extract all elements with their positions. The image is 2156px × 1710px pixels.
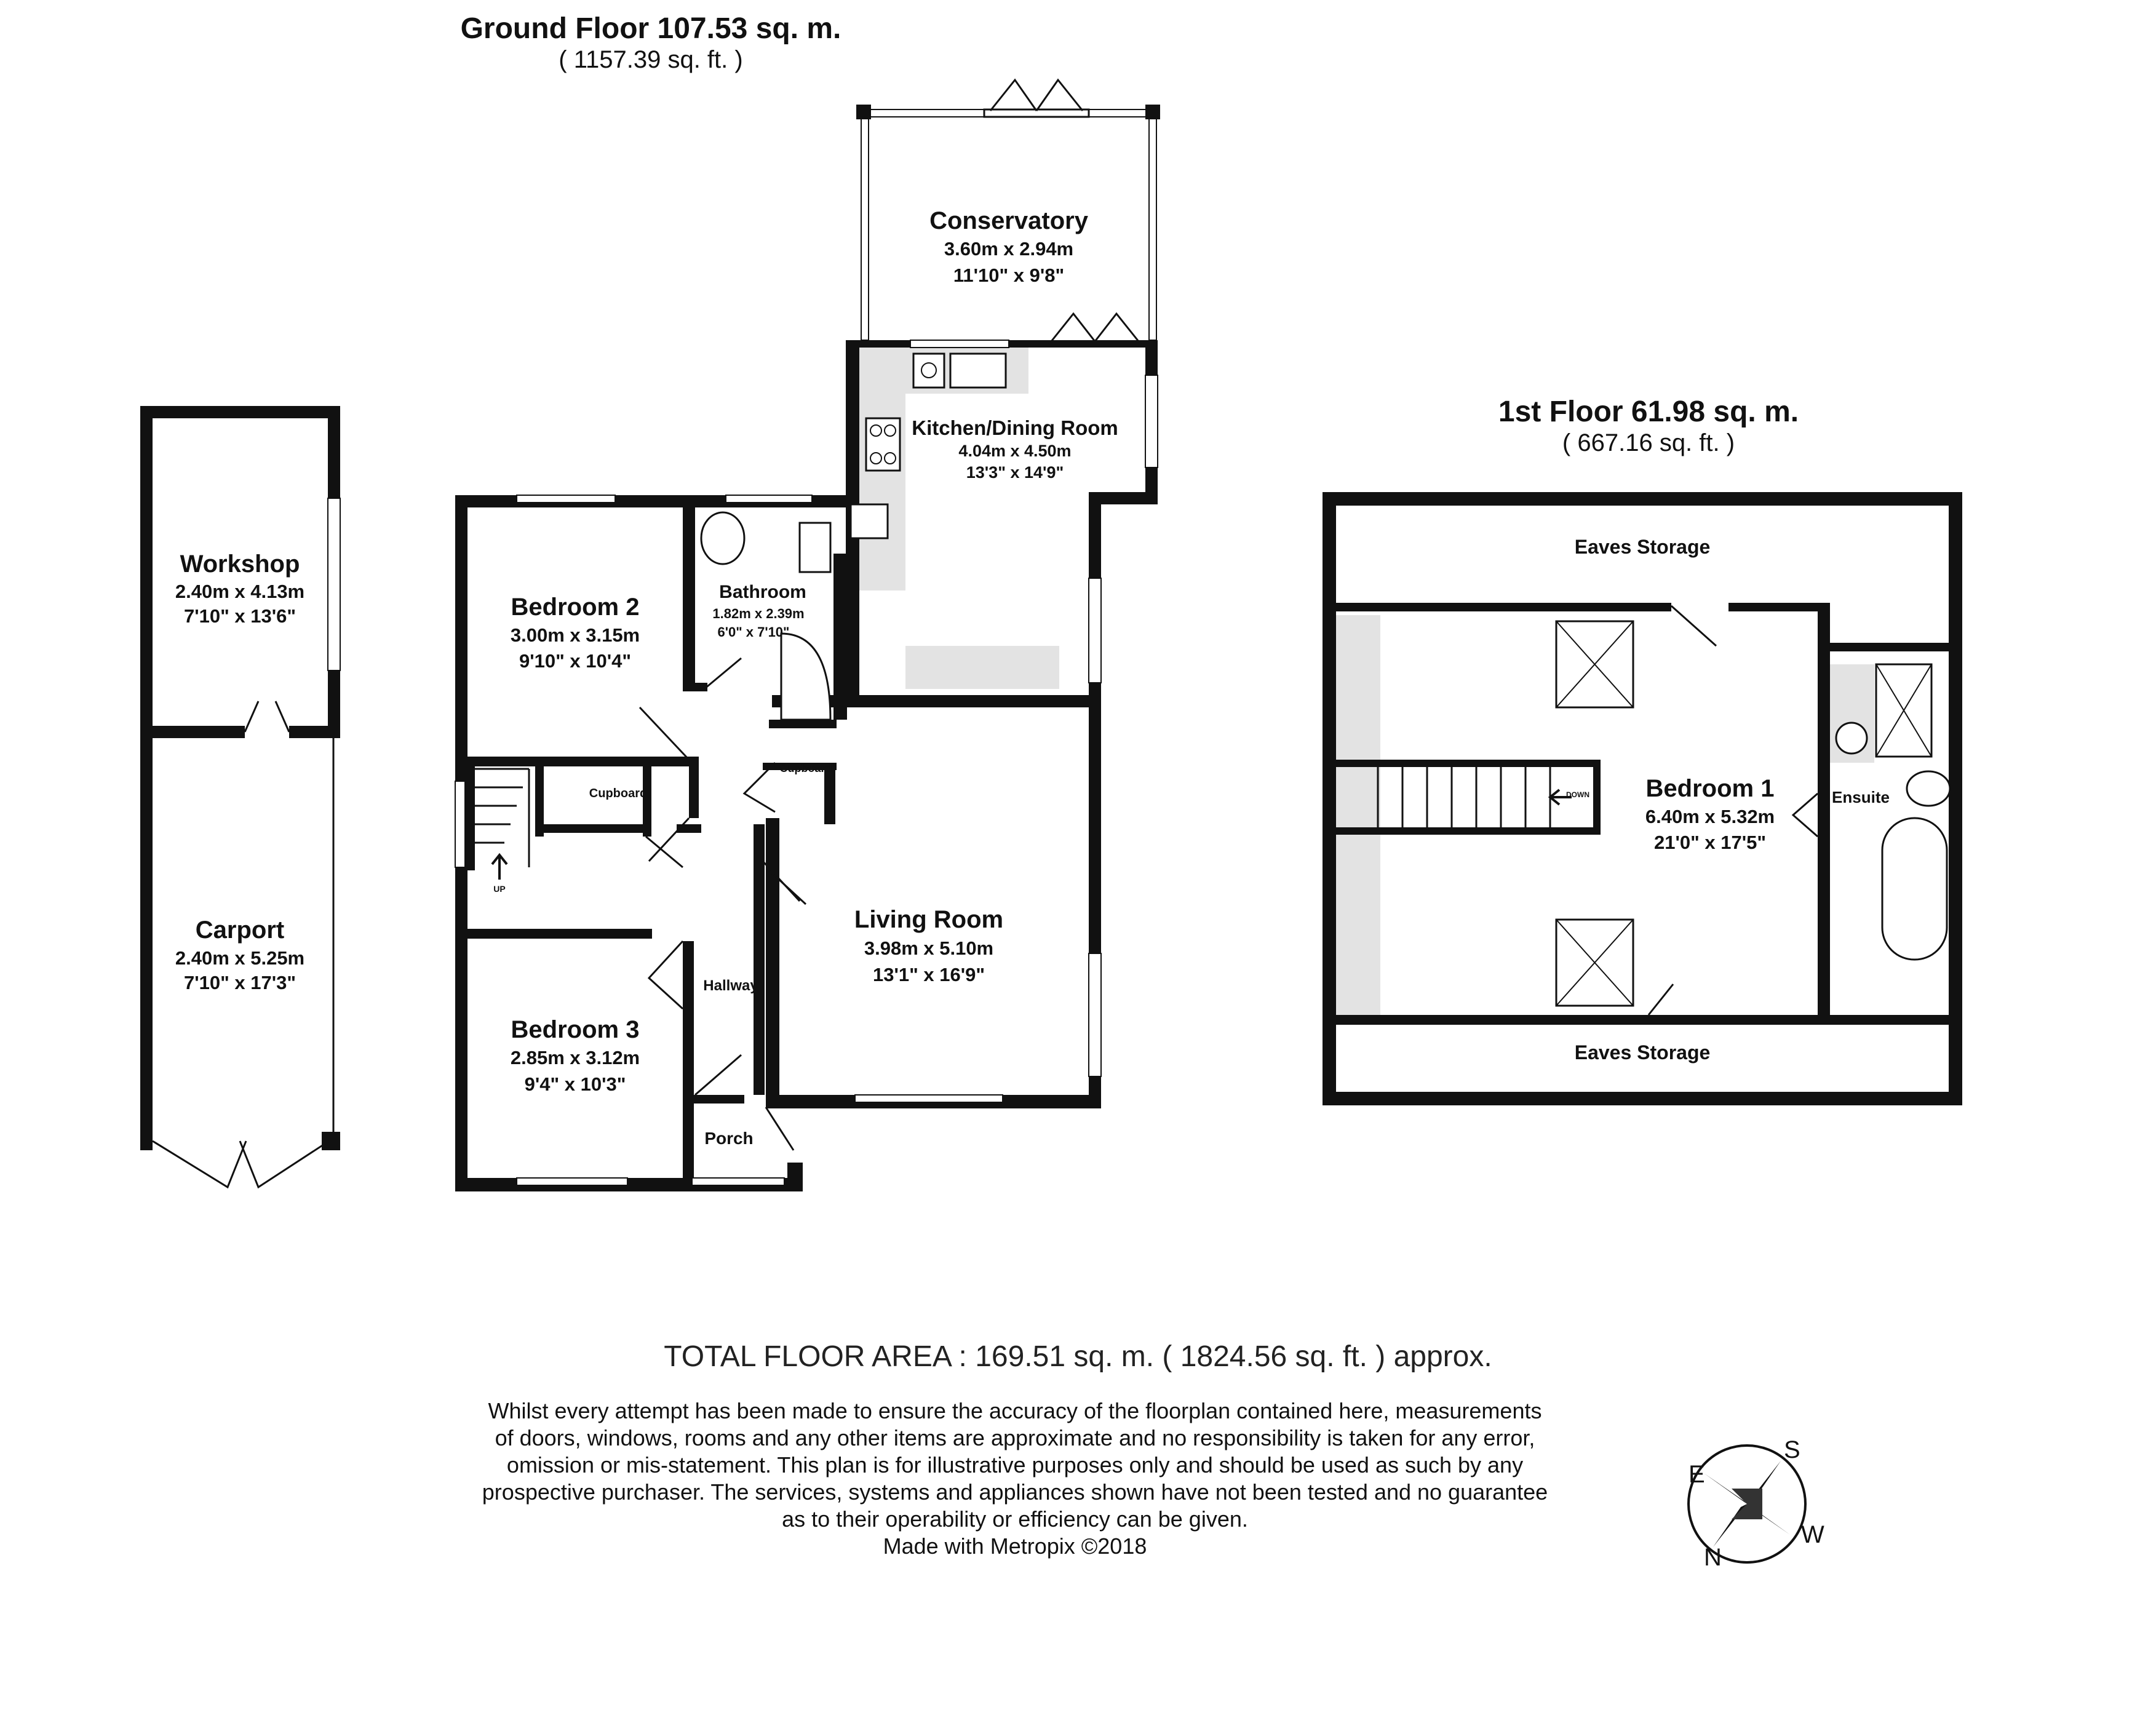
ground-floor-title: Ground Floor 107.53 sq. m. <box>460 12 841 45</box>
svg-text:13'1" x 16'9": 13'1" x 16'9" <box>872 964 985 985</box>
conservatory-label <box>929 207 1089 286</box>
svg-text:UP: UP <box>493 884 506 894</box>
svg-text:2.85m x 3.12m: 2.85m x 3.12m <box>510 1047 640 1068</box>
svg-text:21'0" x 17'5": 21'0" x 17'5" <box>1653 832 1767 853</box>
svg-text:3.60m x 2.94m: 3.60m x 2.94m <box>944 238 1074 260</box>
svg-text:4.04m x 4.50m: 4.04m x 4.50m <box>958 442 1072 460</box>
svg-text:Bedroom 1: Bedroom 1 <box>1645 775 1775 802</box>
svg-text:9'10" x 10'4": 9'10" x 10'4" <box>519 650 632 672</box>
compass-north: N <box>1704 1544 1722 1571</box>
metropix-credit: Made with Metropix ©2018 <box>883 1533 1147 1559</box>
svg-text:3.00m x 3.15m: 3.00m x 3.15m <box>510 624 640 646</box>
svg-text:6'0" x 7'10": 6'0" x 7'10" <box>717 624 790 640</box>
svg-text:DOWN: DOWN <box>1566 790 1589 799</box>
svg-text:2.40m x 5.25m: 2.40m x 5.25m <box>175 947 305 969</box>
compass-east: E <box>1689 1461 1705 1488</box>
workshop-carport-building <box>140 406 340 1187</box>
svg-text:Bedroom 3: Bedroom 3 <box>511 1016 640 1043</box>
bedroom-3-label <box>511 1016 640 1095</box>
eaves-storage-bottom-label: Eaves Storage <box>1574 1041 1711 1064</box>
workshop-label <box>175 551 304 627</box>
first-floor-title: 1st Floor 61.98 sq. m. <box>1498 396 1799 428</box>
disclaimer-line: omission or mis-statement. This plan is for illustrative purposes only and should be used as such by any <box>506 1452 1524 1477</box>
svg-text:Carport: Carport <box>195 917 285 944</box>
bedroom-1-label <box>1645 775 1775 853</box>
first-floor-sqft: ( 667.16 sq. ft. ) <box>1562 429 1735 456</box>
disclaimer-line: Whilst every attempt has been made to ensure the accuracy of the floorplan contained here, measurements <box>488 1398 1542 1423</box>
hallway-label: Hallway <box>703 977 758 994</box>
svg-text:Bathroom: Bathroom <box>719 582 806 602</box>
svg-text:7'10" x 13'6": 7'10" x 13'6" <box>183 605 296 627</box>
cupboard-label-bathroom: Cupboard <box>779 762 832 774</box>
living-room-label <box>854 906 1003 985</box>
bedroom-2-label <box>511 594 640 672</box>
svg-text:Bedroom 2: Bedroom 2 <box>511 594 640 621</box>
disclaimer-line: of doors, windows, rooms and any other items are approximate and no responsibility is taken for any error, <box>495 1425 1535 1450</box>
svg-text:9'4" x 10'3": 9'4" x 10'3" <box>524 1073 626 1095</box>
svg-text:Kitchen/Dining Room: Kitchen/Dining Room <box>912 416 1118 439</box>
compass-icon <box>1689 1436 1824 1571</box>
svg-text:2.40m x 4.13m: 2.40m x 4.13m <box>175 581 305 602</box>
porch-label: Porch <box>704 1129 754 1148</box>
svg-text:11'10" x 9'8": 11'10" x 9'8" <box>953 264 1065 286</box>
svg-text:Workshop: Workshop <box>180 551 300 578</box>
ensuite-label: Ensuite <box>1832 788 1890 806</box>
svg-text:3.98m x 5.10m: 3.98m x 5.10m <box>864 937 994 959</box>
svg-text:13'3" x 14'9": 13'3" x 14'9" <box>966 463 1064 482</box>
compass-south: S <box>1784 1436 1800 1463</box>
carport-label <box>175 917 304 993</box>
svg-text:Conservatory: Conservatory <box>929 207 1088 234</box>
ground-floor-sqft: ( 1157.39 sq. ft. ) <box>559 46 743 73</box>
compass-west: W <box>1801 1521 1824 1548</box>
bathroom-label <box>712 582 806 640</box>
disclaimer-line: as to their operability or efficiency can be given. <box>782 1506 1248 1532</box>
disclaimer-line: prospective purchaser. The services, systems and appliances shown have not been tested and no guarantee <box>482 1479 1548 1505</box>
svg-text:7'10" x 17'3": 7'10" x 17'3" <box>183 972 296 993</box>
svg-text:6.40m x 5.32m: 6.40m x 5.32m <box>1645 806 1775 827</box>
svg-text:1.82m x 2.39m: 1.82m x 2.39m <box>712 606 805 621</box>
cupboard-label-landing: Cupboard <box>589 787 648 800</box>
disclaimer <box>431 1398 1599 1560</box>
kitchen-dining-label <box>912 416 1118 482</box>
eaves-storage-top-label: Eaves Storage <box>1574 536 1711 558</box>
svg-text:Living Room: Living Room <box>854 906 1004 933</box>
total-floor-area: TOTAL FLOOR AREA : 169.51 sq. m. ( 1824.56 sq. ft. ) approx. <box>664 1340 1492 1373</box>
